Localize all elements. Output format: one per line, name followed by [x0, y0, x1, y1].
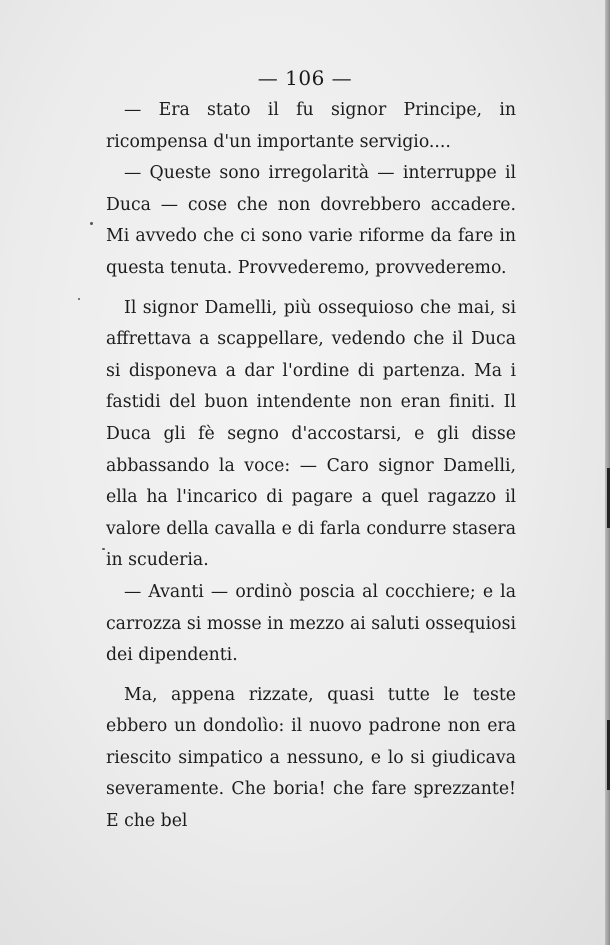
paragraph: — Era stato il fu signor Principe, in ricompensa d'un importante servigio....: [106, 100, 516, 152]
paper-speck: [78, 298, 80, 300]
paragraph: — Queste sono irregolarità — interruppe il Duca — cose che non dovrebbero accadere. Mi avvedo che ci sono varie riforme da fare in questa tenuta. Provvederemo, provvederemo.: [106, 163, 516, 278]
paragraph: Il signor Damelli, più ossequioso che mai, si affrettava a scappellare, vedendo che il Duca si disponeva a dar l'ordine di partenza. Ma i fastidi del buon intendente non eran finiti. Il Duca gli fè segno d'accostarsi, e gli disse abbassando la voce: — Caro signor Damelli, ella ha l'incarico di pagare a quel ragazzo il valore della cavalla e di farla condurre stasera in scuderia.: [106, 297, 516, 571]
body-text: [106, 95, 516, 838]
paper-speck: [102, 548, 105, 550]
paragraph: Ma, appena rizzate, quasi tutte le teste ebbero un dondolìo: il nuovo padrone non era riescito simpatico a nessuno, e lo si giudicava severamente. Che boria! che fare sprezzante! E che bel: [106, 684, 516, 832]
paper-speck: [90, 222, 93, 225]
paragraph: — Avanti — ordinò poscia al cocchiere; e la carrozza si mosse in mezzo ai saluti ossequiosi dei dipendenti.: [106, 581, 516, 666]
page-number-header: — 106 —: [257, 66, 353, 90]
